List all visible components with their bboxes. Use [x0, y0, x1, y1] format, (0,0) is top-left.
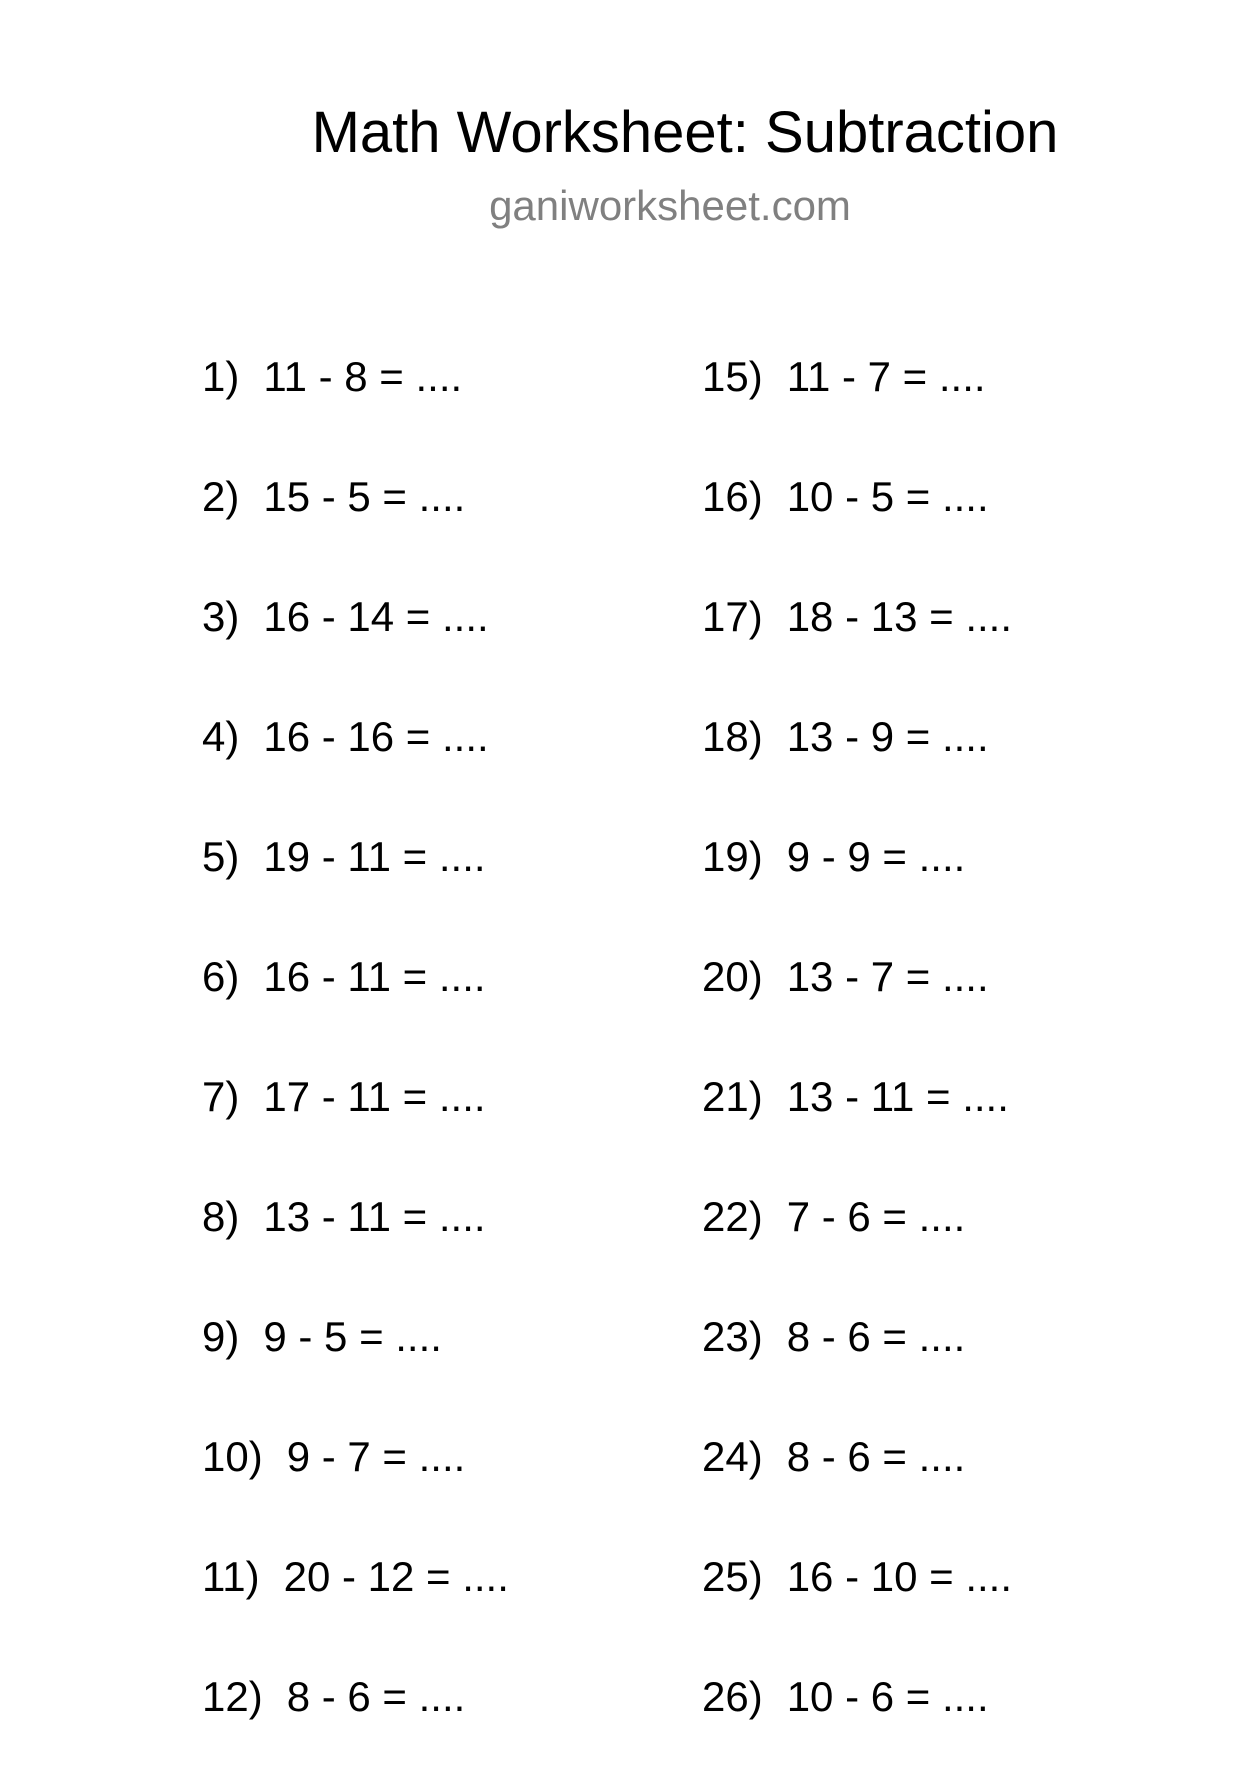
problem-item	[202, 1072, 509, 1192]
problem-number: 19)	[702, 833, 763, 880]
problem-expression: 7 - 6 = ....	[786, 1193, 966, 1240]
problem-item	[702, 1672, 1012, 1792]
problem-number: 17)	[702, 593, 763, 640]
problem-item	[702, 1312, 1012, 1432]
problem-number: 22)	[702, 1193, 763, 1240]
problem-number: 23)	[702, 1313, 763, 1360]
problem-expression: 9 - 7 = ....	[286, 1433, 466, 1480]
problem-number: 25)	[702, 1553, 763, 1600]
problem-item	[702, 472, 1012, 592]
problem-number: 6)	[202, 953, 240, 1000]
problem-item	[702, 1192, 1012, 1312]
problem-number: 3)	[202, 593, 240, 640]
problem-expression: 9 - 9 = ....	[786, 833, 966, 880]
problem-item	[702, 1072, 1012, 1192]
problem-expression: 9 - 5 = ....	[263, 1313, 442, 1360]
problem-expression: 11 - 7 = ....	[786, 353, 986, 400]
problems-left-column	[202, 352, 509, 1792]
problem-item	[202, 712, 509, 832]
problem-expression: 18 - 13 = ....	[786, 593, 1013, 640]
problem-expression: 16 - 10 = ....	[786, 1553, 1013, 1600]
problem-item	[702, 1432, 1012, 1552]
problem-expression: 13 - 7 = ....	[786, 953, 989, 1000]
problem-number: 9)	[202, 1313, 240, 1360]
problem-expression: 13 - 11 = ....	[263, 1193, 486, 1240]
problem-number: 1)	[202, 353, 240, 400]
problem-expression: 15 - 5 = ....	[263, 473, 466, 520]
problem-expression: 16 - 16 = ....	[263, 713, 489, 760]
problem-item	[202, 952, 509, 1072]
problem-expression: 16 - 14 = ....	[263, 593, 489, 640]
problem-item	[702, 712, 1012, 832]
problem-item	[202, 592, 509, 712]
problem-number: 7)	[202, 1073, 240, 1120]
problem-expression: 19 - 11 = ....	[263, 833, 486, 880]
problem-number: 10)	[202, 1433, 263, 1480]
problem-number: 21)	[702, 1073, 763, 1120]
problem-item	[702, 952, 1012, 1072]
problem-expression: 8 - 6 = ....	[286, 1673, 466, 1720]
problem-number: 16)	[702, 473, 763, 520]
problem-number: 20)	[702, 953, 763, 1000]
worksheet-title: Math Worksheet: Subtraction	[311, 100, 1059, 165]
problem-item	[202, 1672, 509, 1792]
problem-number: 12)	[202, 1673, 263, 1720]
problem-expression: 8 - 6 = ....	[786, 1313, 966, 1360]
problem-expression: 13 - 11 = ....	[786, 1073, 1009, 1120]
problem-item	[202, 1552, 509, 1672]
problem-number: 2)	[202, 473, 240, 520]
problem-number: 24)	[702, 1433, 763, 1480]
problem-item	[702, 352, 1012, 472]
problem-expression: 10 - 6 = ....	[786, 1673, 989, 1720]
problem-expression: 20 - 12 = ....	[283, 1553, 509, 1600]
problem-item	[202, 472, 509, 592]
problem-item	[202, 832, 509, 952]
site-name: ganiworksheet.com	[489, 182, 851, 229]
problem-number: 8)	[202, 1193, 240, 1240]
problem-number: 11)	[202, 1553, 260, 1600]
problem-expression: 8 - 6 = ....	[786, 1433, 966, 1480]
problem-expression: 10 - 5 = ....	[786, 473, 989, 520]
problem-item	[702, 592, 1012, 712]
problem-number: 15)	[702, 353, 763, 400]
problem-number: 5)	[202, 833, 240, 880]
problem-number: 18)	[702, 713, 763, 760]
problem-item	[702, 1552, 1012, 1672]
problem-expression: 13 - 9 = ....	[786, 713, 989, 760]
problem-item	[202, 1432, 509, 1552]
problem-expression: 16 - 11 = ....	[263, 953, 486, 1000]
problem-item	[202, 1312, 509, 1432]
problems-right-column	[702, 352, 1012, 1792]
problem-expression: 17 - 11 = ....	[263, 1073, 486, 1120]
problem-number: 4)	[202, 713, 240, 760]
problem-item	[702, 832, 1012, 952]
problem-expression: 11 - 8 = ....	[263, 353, 463, 400]
problem-item	[202, 1192, 509, 1312]
problem-number: 26)	[702, 1673, 763, 1720]
problem-item	[202, 352, 509, 472]
